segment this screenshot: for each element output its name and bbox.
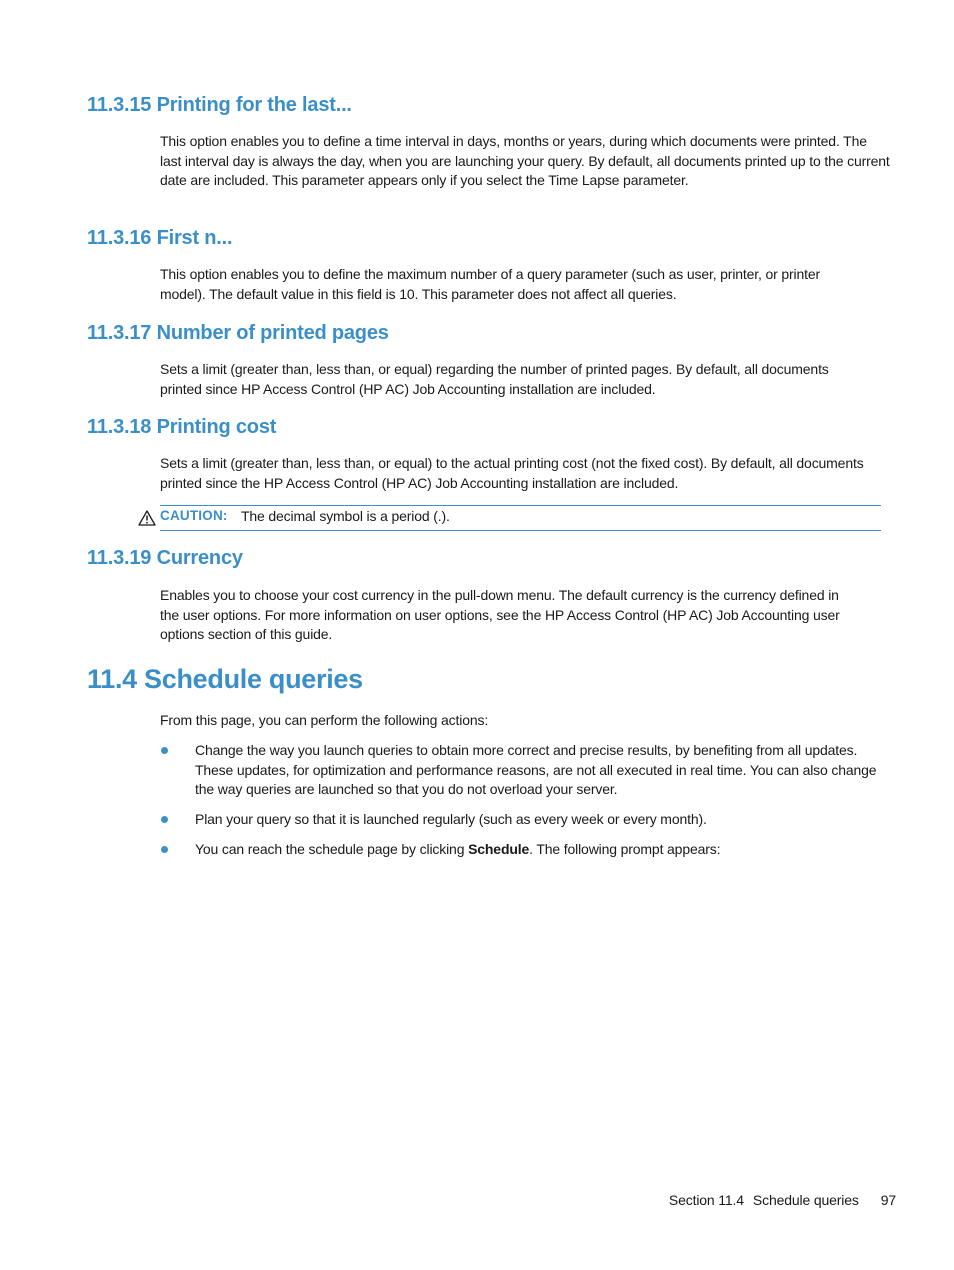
heading-number-of-printed-pages: 11.3.17 Number of printed pages [87, 322, 389, 344]
footer-section: Section 11.4 [668, 1192, 744, 1208]
list-item-text-after: . The following prompt appears: [529, 841, 721, 857]
list-item [160, 840, 880, 860]
heading-printing-cost: 11.3.18 Printing cost [87, 416, 277, 438]
caution-label: CAUTION: [160, 508, 228, 523]
heading-printing-for-the-last: 11.3.15 Printing for the last... [87, 94, 352, 116]
paragraph-first-n: This option enables you to define the maximum number of a query parameter (such as user, printer, or printer model). The default value in this field is 10. This parameter does not affect all queries. [160, 266, 821, 302]
caution-note [160, 505, 881, 531]
bullet-dot-icon [161, 816, 168, 823]
list-item-text: Plan your query so that it is launched regularly (such as every week or every month). [195, 811, 707, 827]
bullet-dot-icon [161, 747, 168, 754]
list-item-text-before: You can reach the schedule page by clicking [195, 841, 469, 857]
paragraph-currency: Enables you to choose your cost currency in the pull-down menu. The default currency is the currency defined in the user options. For more information on user options, see the HP Access Control (HP AC) Job Accounting user options section of this guide. [160, 587, 840, 642]
heading-schedule-queries: 11.4 Schedule queries [87, 664, 363, 694]
list-item [160, 741, 880, 800]
paragraph-schedule-intro: From this page, you can perform the following actions: [160, 712, 489, 728]
page-footer [669, 1192, 896, 1208]
schedule-term: Schedule [468, 841, 530, 857]
heading-first-n: 11.3.16 First n... [87, 227, 233, 249]
bullet-dot-icon [161, 846, 168, 853]
paragraph-number-of-printed-pages: Sets a limit (greater than, less than, or equal) regarding the number of printed pages. By default, all documents printed since HP Access Control (HP AC) Job Accounting installation are included. [160, 361, 829, 397]
paragraph-printing-for-the-last: This option enables you to define a time interval in days, months or years, during which documents were printed. The last interval day is always the day, when you are launching your query. By default, all documents printed up to the current date are included. This parameter appears only if you select the Time Lapse parameter. [160, 133, 890, 188]
caution-text: The decimal symbol is a period (.). [241, 508, 450, 524]
actions-list [160, 741, 880, 870]
heading-currency: 11.3.19 Currency [87, 547, 243, 569]
page-number: 97 [880, 1192, 896, 1208]
list-item-text: Change the way you launch queries to obtain more correct and precise results, by benefiting from all updates. These updates, for optimization and performance reasons, are not all executed in real time. You can also change the way queries are launched so that you do not overload your server. [195, 742, 877, 797]
warning-triangle-icon [138, 510, 156, 526]
footer-title: Schedule queries [752, 1192, 859, 1208]
list-item [160, 810, 880, 830]
paragraph-printing-cost: Sets a limit (greater than, less than, or equal) to the actual printing cost (not the fixed cost). By default, all documents printed since the HP Access Control (HP AC) Job Accounting installation are included. [160, 455, 864, 491]
